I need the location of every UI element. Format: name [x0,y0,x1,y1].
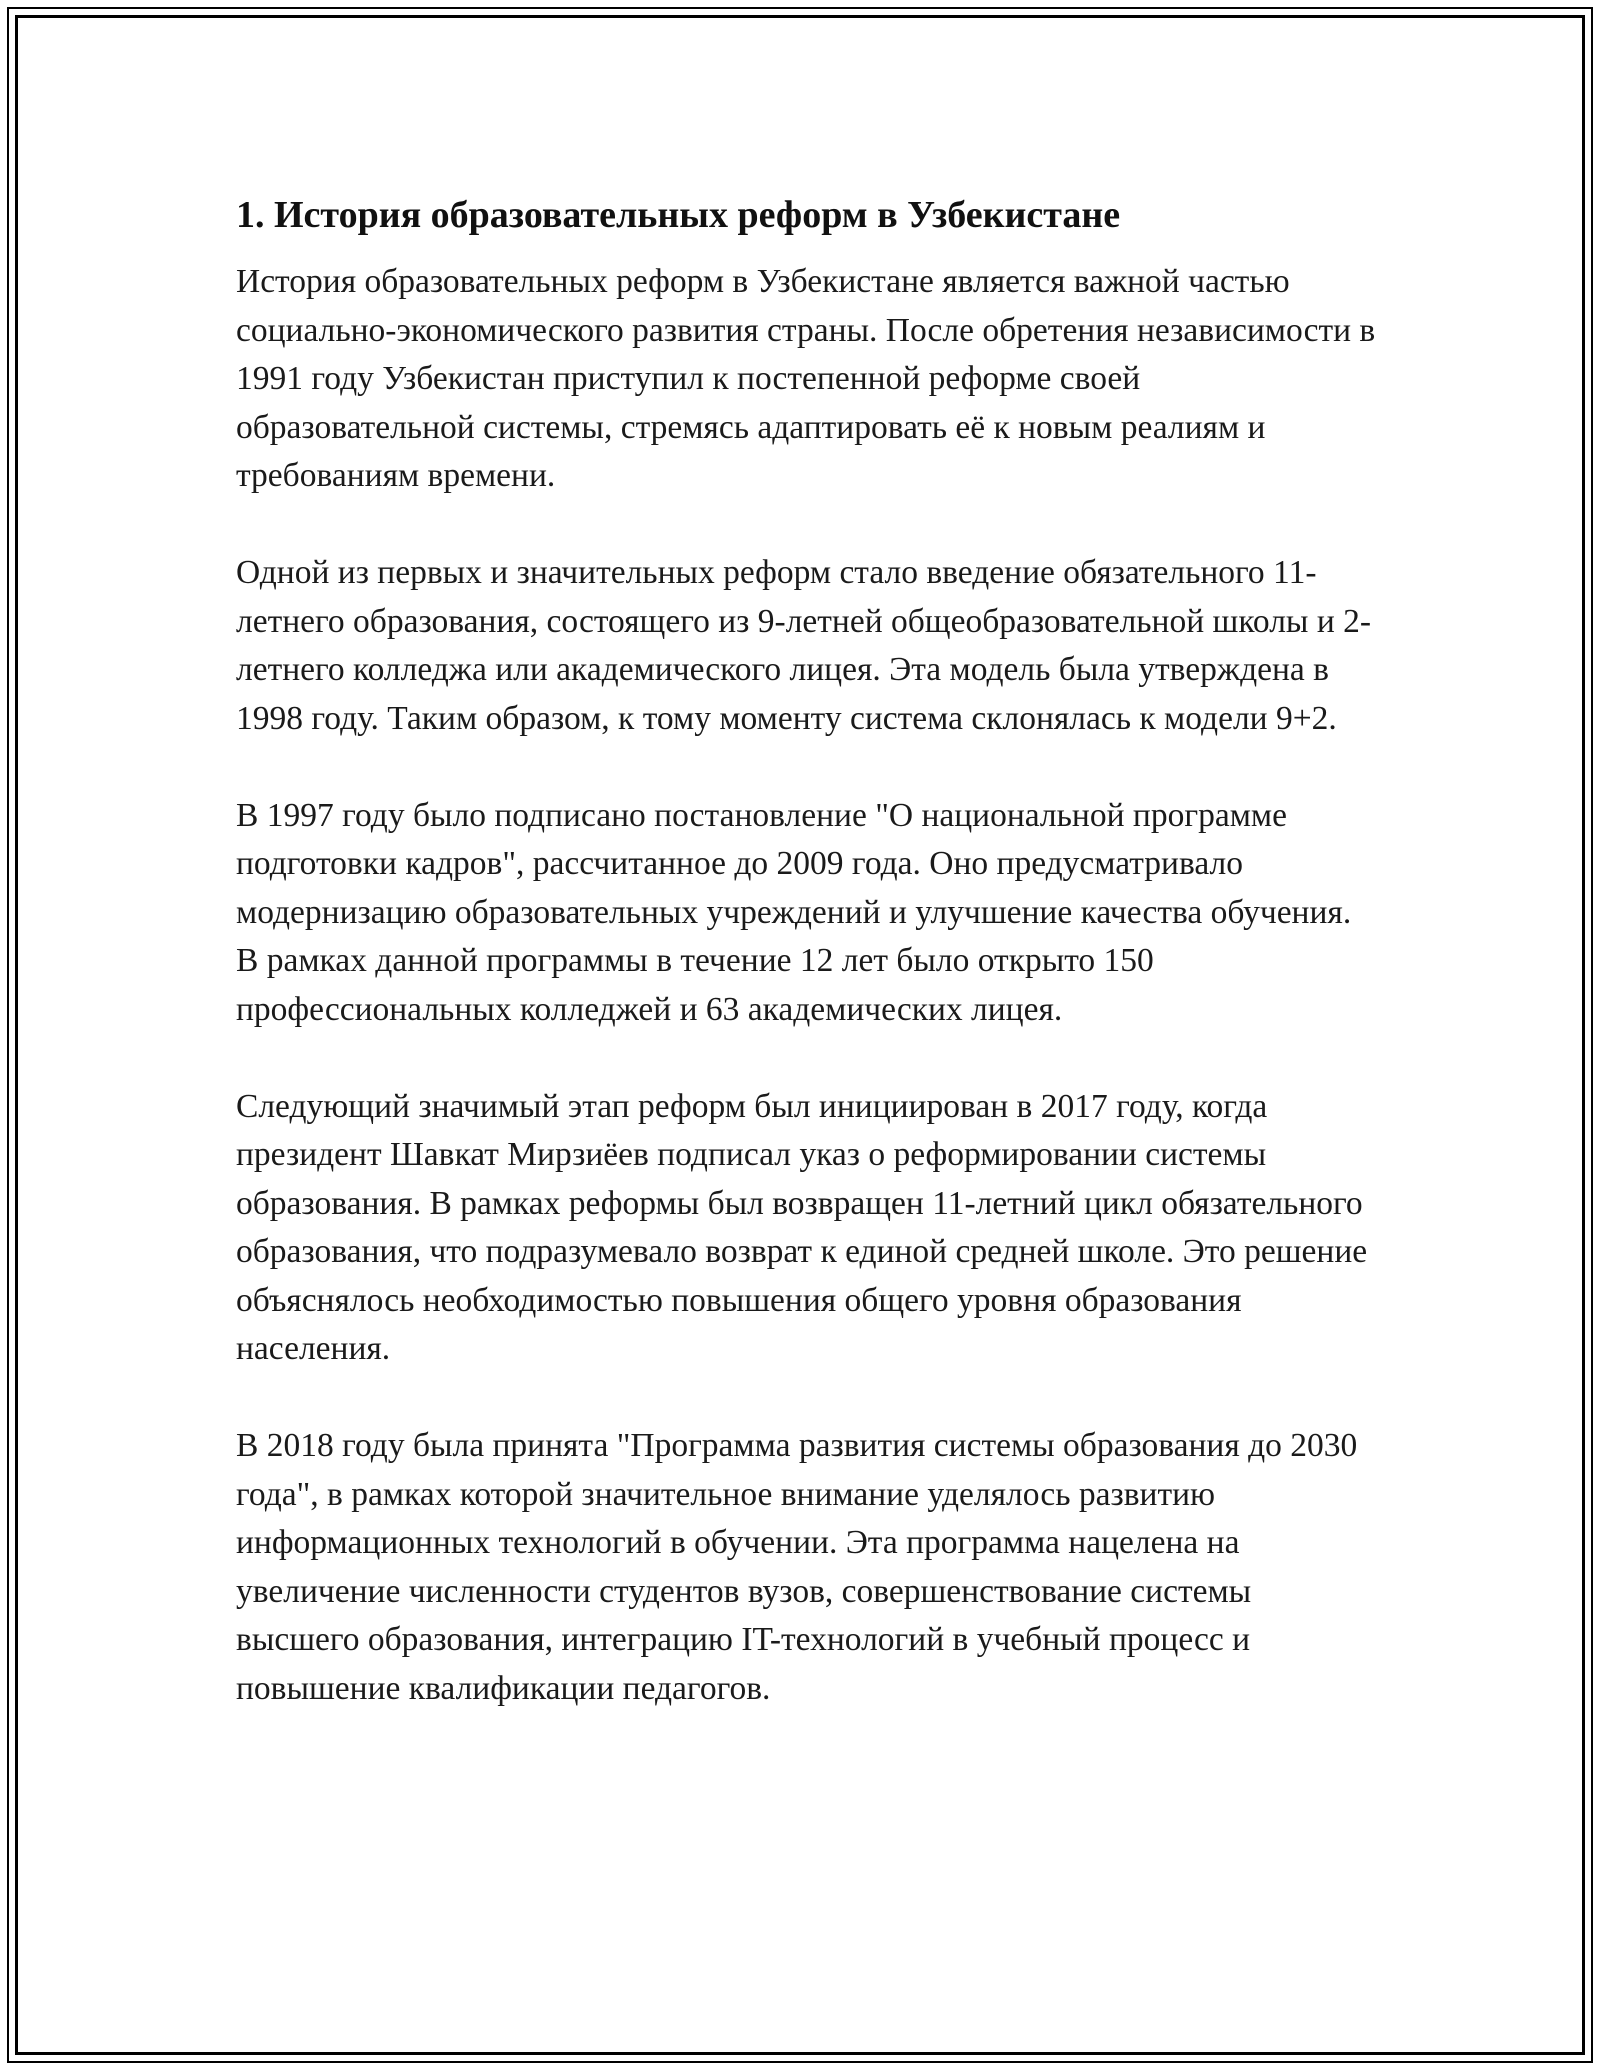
paragraph-1997-program: В 1997 году было подписано постановление "О национальной программе подготовки кадров", рассчитанное до 2009 года. Оно предусматривало модернизацию образовательных учреждений и улучшение качества обучения. В рамках данной программы в течение 12 лет было открыто 150 профессиональных колледжей и 63 академических лицея. [236,796,1352,1028]
paragraph-2018-program: В 2018 году была принята "Программа развития системы образования до 2030 года", в рамках которой значительное внимание уделялось развитию информационных технологий в обучении. Эта программа нацелена на увеличение численности студентов вузов, совершенствование системы высшего образования, интеграцию IT-технологий в учебный процесс и повышение квалификации педагогов. [236,1427,1358,1707]
section-heading: 1. История образовательных реформ в Узбекистане [236,194,1121,236]
paragraph-intro: История образовательных реформ в Узбекистане является важной частью социально-экономического развития страны. После обретения независимости в 1991 году Узбекистан приступил к постепенной реформе своей образовательной системы, стремясь адаптировать её к новым реалиям и требованиям времени. [236,263,1376,494]
paragraph-11-year-education: Одной из первых и значительных реформ стало введение обязательного 11-летнего образования, состоящего из 9-летней общеобразовательной школы и 2-летнего колледжа или академического лицея. Эта модель была утверждена в 1998 году. Таким образом, к тому моменту система склонялась к модели 9+2. [236,554,1372,737]
document-body [236,189,1376,1713]
paragraph-2017-reform: Следующий значимый этап реформ был инициирован в 2017 году, когда президент Шавкат Мирзиёев подписал указ о реформировании системы образования. В рамках реформы был возвращен 11-летний цикл обязательного образования, что подразумевало возврат к единой средней школе. Это решение объяснялось необходимостью повышения общего уровня образования населения. [236,1087,1368,1367]
